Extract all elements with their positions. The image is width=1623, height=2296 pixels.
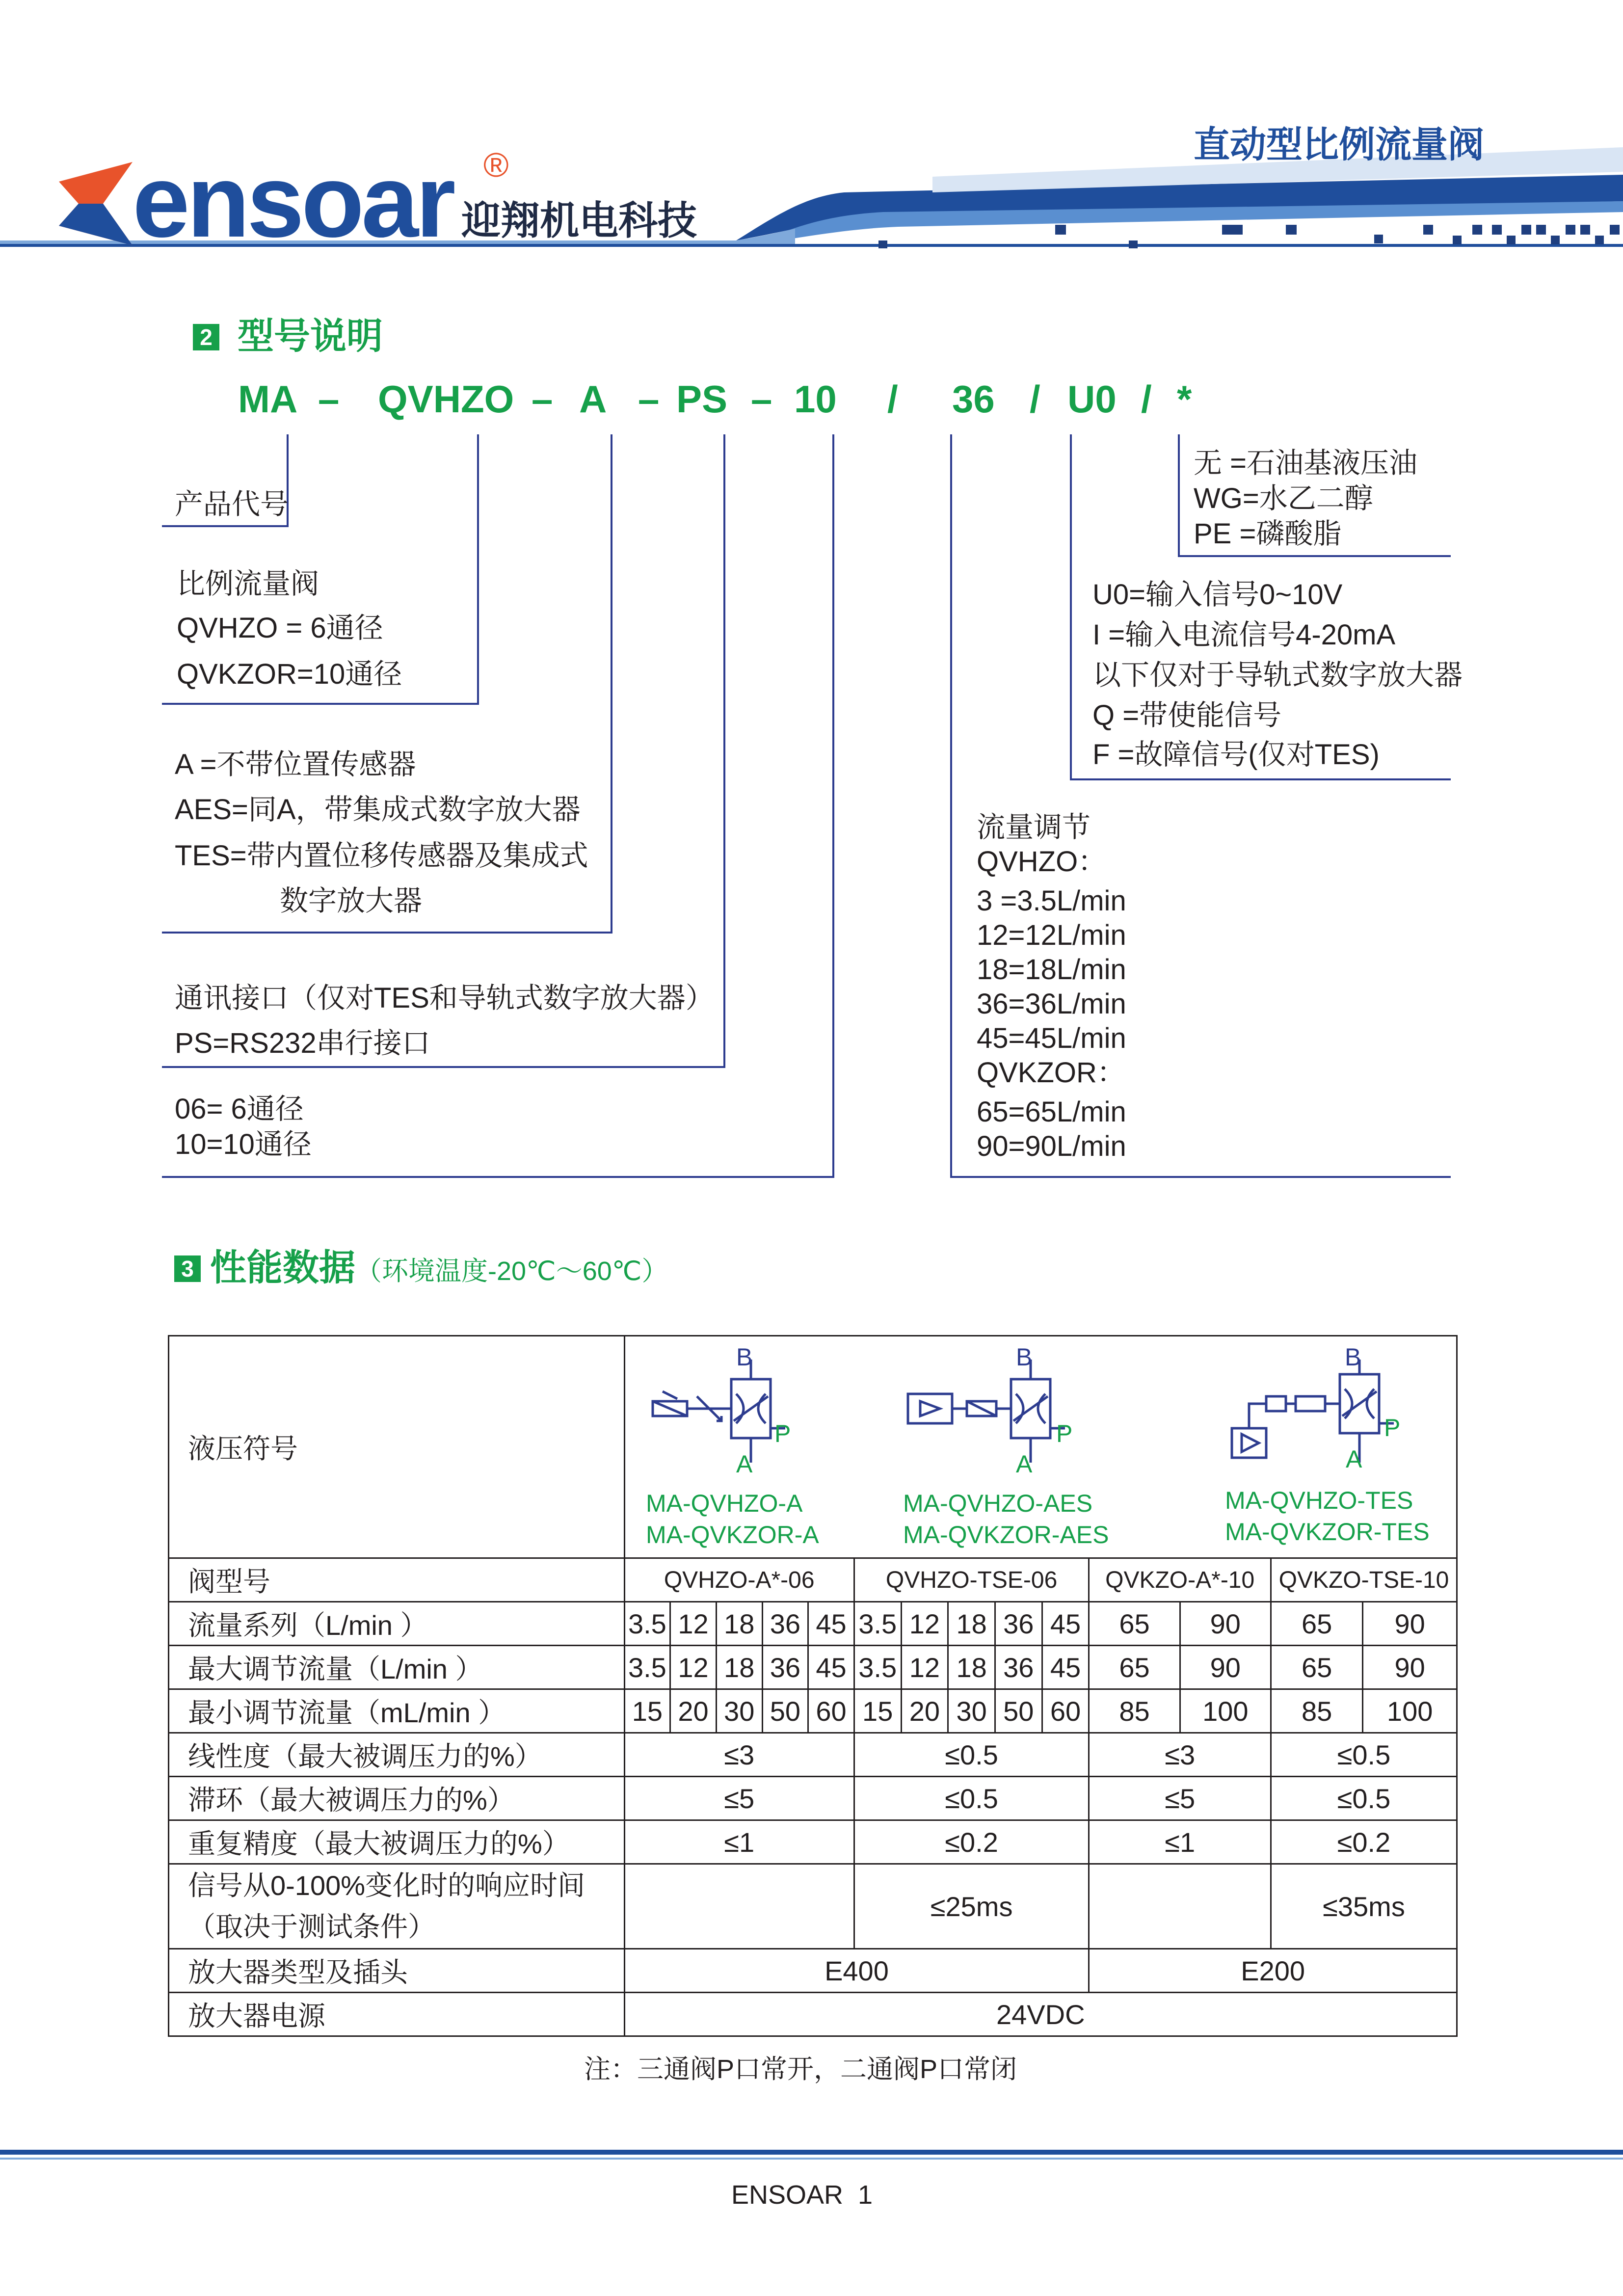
table-cell: 65 <box>1271 1646 1362 1689</box>
table-cell: 90 <box>1180 1602 1271 1646</box>
row-label: 重复精度（最大被调压力的%） <box>169 1820 625 1864</box>
code-series: QVHZO <box>378 377 514 421</box>
table-cell: 3.5 <box>624 1602 670 1646</box>
table-cell: 20 <box>901 1689 948 1733</box>
table-cell: 36 <box>762 1646 808 1689</box>
model-name: QVKZO-TSE-10 <box>1271 1558 1457 1602</box>
code-flow: 36 <box>952 377 995 421</box>
code-slash: / <box>887 377 898 421</box>
footer-text: ENSOAR 1 <box>731 2180 873 2210</box>
row-label: 线性度（最大被调压力的%） <box>169 1733 625 1777</box>
table-cell: ≤0.5 <box>1271 1733 1457 1777</box>
company-name: 迎翔机电科技 <box>461 199 697 242</box>
section-title-text: 性能数据 <box>210 1247 355 1288</box>
port-p-label: P <box>1384 1414 1401 1442</box>
code-dash: – <box>318 377 340 421</box>
desc-line: 流量调节 <box>977 811 1091 843</box>
table-cell: 45 <box>808 1646 854 1689</box>
desc-line: QVKZOR=10通径 <box>177 658 402 690</box>
logo-icon <box>59 162 133 245</box>
hydraulic-symbol-a <box>638 1343 834 1478</box>
hydraulic-symbol-tes <box>1217 1343 1423 1477</box>
valve-symbol-icon <box>893 1355 1099 1477</box>
table-cell: E200 <box>1089 1949 1457 1993</box>
table-note: 注：三通阀P口常开，二通阀P口常闭 <box>584 2055 1017 2084</box>
code-size: 10 <box>794 377 837 421</box>
table-cell: 65 <box>1271 1602 1362 1646</box>
table-cell: 12 <box>670 1602 717 1646</box>
table-cell: ≤25ms <box>854 1864 1089 1949</box>
desc-product-code: 产品代号 <box>175 488 289 520</box>
row-label: 放大器电源 <box>169 1993 625 2036</box>
section-number-2: 2 <box>193 324 219 350</box>
row-label: 滞环（最大被调压力的%） <box>169 1777 625 1820</box>
table-cell: 24VDC <box>624 1993 1457 2036</box>
desc-line: 以下仅对于导轨式数字放大器 <box>1092 659 1463 691</box>
table-cell: 45 <box>808 1602 854 1646</box>
port-b-label: B <box>736 1343 753 1371</box>
table-cell: 36 <box>995 1646 1042 1689</box>
row-label: 流量系列（L/min ） <box>169 1602 625 1646</box>
desc-line: QVHZO： <box>977 846 1107 878</box>
hysteresis-row <box>169 1777 1457 1820</box>
table-cell: 18 <box>716 1646 762 1689</box>
row-label <box>169 1864 625 1949</box>
code-slash: / <box>1141 377 1152 421</box>
port-b-label: B <box>1345 1343 1361 1371</box>
table-cell: ≤0.2 <box>1271 1820 1457 1864</box>
desc-line: 3 =3.5L/min <box>977 885 1126 917</box>
code-fluid: * <box>1177 377 1192 421</box>
desc-line: Q =带使能信号 <box>1092 699 1282 731</box>
table-cell: 12 <box>901 1602 948 1646</box>
table-cell: 45 <box>1042 1646 1089 1689</box>
symbol-caption-line: MA-QVHZO-A <box>646 1490 803 1517</box>
port-a-label: A <box>1016 1450 1033 1478</box>
symbol-caption-line: MA-QVHZO-AES <box>903 1490 1093 1517</box>
desc-line: U0=输入信号0~10V <box>1092 579 1343 611</box>
table-cell: ≤0.5 <box>854 1733 1089 1777</box>
model-name: QVKZO-A*-10 <box>1089 1558 1271 1602</box>
code-interface: PS <box>676 377 728 421</box>
desc-line: 36=36L/min <box>977 988 1126 1020</box>
desc-line: 12=12L/min <box>977 919 1126 951</box>
linearity-row <box>169 1733 1457 1777</box>
section-subtitle: （环境温度-20℃～60℃） <box>355 1256 668 1286</box>
desc-line: TES=带内置位移传感器及集成式 <box>175 840 588 872</box>
code-signal: U0 <box>1067 377 1117 421</box>
desc-line: I =输入电流信号4-20mA <box>1092 619 1396 651</box>
desc-line: PS=RS232串行接口 <box>175 1027 430 1059</box>
table-cell: 45 <box>1042 1602 1089 1646</box>
table-cell: 36 <box>762 1602 808 1646</box>
repeatability-row <box>169 1820 1457 1864</box>
table-cell <box>1089 1864 1271 1949</box>
table-cell: 12 <box>670 1646 717 1689</box>
table-cell: ≤0.2 <box>854 1820 1089 1864</box>
code-dash: – <box>751 377 772 421</box>
section-title-performance <box>210 1246 668 1293</box>
symbol-caption-line: MA-QVHZO-TES <box>1225 1487 1413 1514</box>
table-cell: 65 <box>1089 1646 1180 1689</box>
desc-line: A =不带位置传感器 <box>175 748 416 780</box>
table-cell: ≤5 <box>624 1777 854 1820</box>
code-ma: MA <box>238 377 298 421</box>
table-cell: 85 <box>1271 1689 1362 1733</box>
footer-line <box>0 2150 1623 2155</box>
desc-line: 10=10通径 <box>175 1128 312 1160</box>
code-sensor: A <box>579 377 607 421</box>
desc-line: 无 =石油基液压油 <box>1194 447 1417 479</box>
table-cell: ≤3 <box>624 1733 854 1777</box>
row-label: 液压符号 <box>169 1336 625 1558</box>
table-cell: 100 <box>1180 1689 1271 1733</box>
power-row <box>169 1993 1457 2036</box>
code-dash: – <box>532 377 553 421</box>
table-cell: 50 <box>995 1689 1042 1733</box>
desc-line: 45=45L/min <box>977 1022 1126 1054</box>
model-row <box>169 1558 1457 1602</box>
code-dash: – <box>638 377 660 421</box>
port-a-label: A <box>736 1450 753 1478</box>
table-cell: ≤5 <box>1089 1777 1271 1820</box>
table-cell: ≤0.5 <box>1271 1777 1457 1820</box>
flow-series-row <box>169 1602 1457 1646</box>
row-label: 放大器类型及插头 <box>169 1949 625 1993</box>
section-number-3: 3 <box>174 1255 201 1282</box>
max-flow-row <box>169 1646 1457 1689</box>
table-cell: ≤1 <box>1089 1820 1271 1864</box>
response-time-row <box>169 1864 1457 1949</box>
page-title: 直动型比例流量阀 <box>1194 124 1484 165</box>
logo-text: ensoar <box>133 143 453 259</box>
table-cell: 20 <box>670 1689 717 1733</box>
symbol-caption-line: MA-QVKZOR-AES <box>903 1521 1109 1548</box>
row-label: 最大调节流量（L/min ） <box>169 1646 625 1689</box>
port-p-label: P <box>1056 1420 1073 1447</box>
port-a-label: A <box>1346 1445 1362 1473</box>
table-cell <box>624 1864 854 1949</box>
hydraulic-symbol-aes <box>893 1343 1099 1478</box>
table-cell: 18 <box>948 1646 995 1689</box>
desc-line: 18=18L/min <box>977 954 1126 986</box>
table-cell: ≤35ms <box>1271 1864 1457 1949</box>
table-cell: 90 <box>1363 1602 1457 1646</box>
table-cell: 30 <box>948 1689 995 1733</box>
symbol-caption-line: MA-QVKZOR-TES <box>1225 1518 1430 1546</box>
table-cell: 18 <box>948 1602 995 1646</box>
desc-line: WG=水乙二醇 <box>1194 482 1373 514</box>
table-cell: ≤0.5 <box>854 1777 1089 1820</box>
table-cell: 100 <box>1363 1689 1457 1733</box>
table-cell: 15 <box>854 1689 901 1733</box>
desc-line: 数字放大器 <box>280 885 423 917</box>
amplifier-row <box>169 1949 1457 1993</box>
model-name: QVHZO-A*-06 <box>624 1558 854 1602</box>
table-cell: 3.5 <box>854 1602 901 1646</box>
section-title-model: 型号说明 <box>238 316 383 356</box>
table-cell: 90 <box>1363 1646 1457 1689</box>
table-cell: 60 <box>808 1689 854 1733</box>
table-cell: 90 <box>1180 1646 1271 1689</box>
desc-line: QVHZO = 6通径 <box>177 612 383 644</box>
desc-line: 比例流量阀 <box>177 568 319 600</box>
table-cell: ≤1 <box>624 1820 854 1864</box>
table-cell: E400 <box>624 1949 1089 1993</box>
desc-line: QVKZOR： <box>977 1057 1125 1089</box>
footer-line-thin <box>0 2158 1623 2160</box>
table-cell: 36 <box>995 1602 1042 1646</box>
desc-line: 06= 6通径 <box>175 1093 304 1125</box>
row-label-line: 信号从0-100%变化时的响应时间 <box>188 1870 585 1901</box>
table-cell: 65 <box>1089 1602 1180 1646</box>
table-cell: 60 <box>1042 1689 1089 1733</box>
table-cell: 85 <box>1089 1689 1180 1733</box>
registered-mark: ® <box>483 146 509 184</box>
desc-line: AES=同A，带集成式数字放大器 <box>175 794 581 826</box>
row-label: 最小调节流量（mL/min ） <box>169 1689 625 1733</box>
table-cell: 18 <box>716 1602 762 1646</box>
desc-line: F =故障信号(仅对TES) <box>1092 739 1380 771</box>
table-cell: 3.5 <box>624 1646 670 1689</box>
port-p-label: P <box>774 1420 791 1447</box>
page-header <box>0 0 1623 265</box>
model-name: QVHZO-TSE-06 <box>854 1558 1089 1602</box>
table-cell: 3.5 <box>854 1646 901 1689</box>
table-cell: 15 <box>624 1689 670 1733</box>
table-cell: ≤3 <box>1089 1733 1271 1777</box>
port-b-label: B <box>1016 1343 1033 1371</box>
desc-line: PE =磷酸脂 <box>1194 518 1342 550</box>
table-cell: 50 <box>762 1689 808 1733</box>
table-cell: 30 <box>716 1689 762 1733</box>
code-slash: / <box>1030 377 1040 421</box>
symbol-caption-line: MA-QVKZOR-A <box>646 1521 819 1548</box>
row-label: 阀型号 <box>169 1558 625 1602</box>
min-flow-row <box>169 1689 1457 1733</box>
row-label-line: （取决于测试条件） <box>188 1911 435 1942</box>
desc-line: 90=90L/min <box>977 1130 1126 1162</box>
desc-line: 通讯接口（仅对TES和导轨式数字放大器） <box>175 982 714 1014</box>
table-cell: 12 <box>901 1646 948 1689</box>
desc-line: 65=65L/min <box>977 1096 1126 1128</box>
